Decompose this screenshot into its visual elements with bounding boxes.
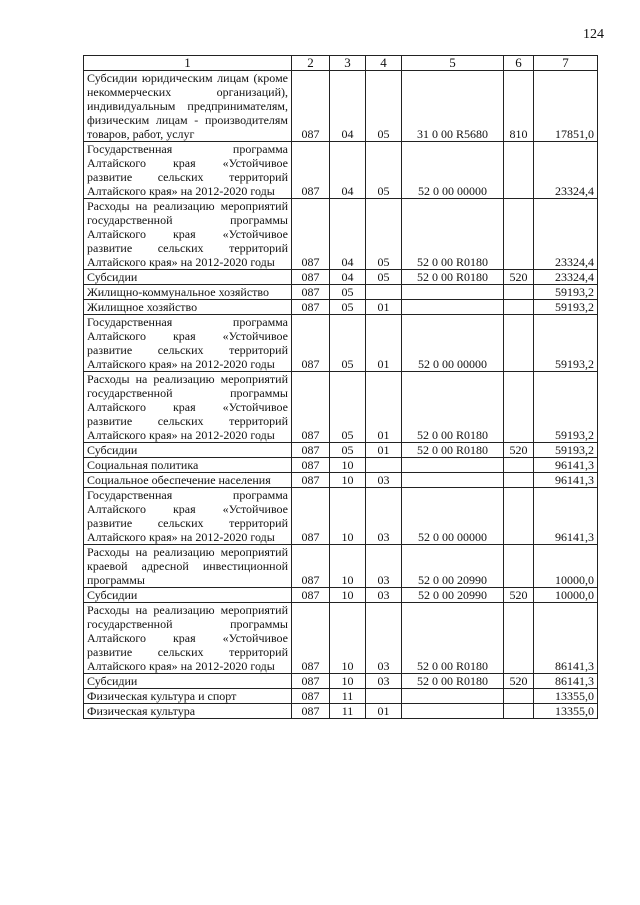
cell-target-article: 52 0 00 R0180 bbox=[402, 603, 504, 674]
cell-sum: 59193,2 bbox=[534, 285, 598, 300]
cell-target-article bbox=[402, 458, 504, 473]
budget-table bbox=[83, 55, 598, 719]
cell-expense-type bbox=[504, 199, 534, 270]
cell-target-article: 52 0 00 00000 bbox=[402, 142, 504, 199]
cell-expense-type bbox=[504, 315, 534, 372]
cell-target-article: 52 0 00 00000 bbox=[402, 488, 504, 545]
table-row bbox=[84, 488, 598, 545]
cell-section: 11 bbox=[330, 689, 366, 704]
cell-grbs: 087 bbox=[292, 545, 330, 588]
table-row bbox=[84, 270, 598, 285]
cell-grbs: 087 bbox=[292, 458, 330, 473]
cell-target-article: 52 0 00 R0180 bbox=[402, 372, 504, 443]
cell-expense-type bbox=[504, 372, 534, 443]
cell-grbs: 087 bbox=[292, 704, 330, 719]
cell-subsection: 03 bbox=[366, 603, 402, 674]
cell-subsection: 03 bbox=[366, 674, 402, 689]
cell-expense-type bbox=[504, 142, 534, 199]
cell-sum: 96141,3 bbox=[534, 458, 598, 473]
table-row bbox=[84, 71, 598, 142]
cell-section: 05 bbox=[330, 315, 366, 372]
cell-sum: 86141,3 bbox=[534, 603, 598, 674]
cell-section: 10 bbox=[330, 588, 366, 603]
cell-subsection: 01 bbox=[366, 372, 402, 443]
cell-sum: 13355,0 bbox=[534, 704, 598, 719]
cell-section: 10 bbox=[330, 545, 366, 588]
cell-name: Субсидии bbox=[84, 270, 292, 285]
cell-section: 05 bbox=[330, 300, 366, 315]
cell-sum: 59193,2 bbox=[534, 372, 598, 443]
cell-name: Расходы на реализацию мероприятий государственной программы Алтайского края «Устойчивое развитие сельских территорий Алтайского края» на 2012-2020 годы bbox=[84, 603, 292, 674]
cell-expense-type: 520 bbox=[504, 443, 534, 458]
cell-subsection: 03 bbox=[366, 473, 402, 488]
cell-grbs: 087 bbox=[292, 71, 330, 142]
cell-section: 04 bbox=[330, 71, 366, 142]
cell-sum: 59193,2 bbox=[534, 443, 598, 458]
cell-target-article: 52 0 00 R0180 bbox=[402, 674, 504, 689]
column-header: 6 bbox=[504, 56, 534, 71]
cell-section: 04 bbox=[330, 142, 366, 199]
cell-target-article bbox=[402, 285, 504, 300]
cell-expense-type bbox=[504, 473, 534, 488]
cell-grbs: 087 bbox=[292, 270, 330, 285]
table-row bbox=[84, 315, 598, 372]
cell-subsection: 05 bbox=[366, 142, 402, 199]
cell-section: 04 bbox=[330, 270, 366, 285]
cell-sum: 23324,4 bbox=[534, 199, 598, 270]
cell-section: 04 bbox=[330, 199, 366, 270]
cell-name: Жилищное хозяйство bbox=[84, 300, 292, 315]
cell-subsection bbox=[366, 458, 402, 473]
cell-section: 05 bbox=[330, 443, 366, 458]
table-row bbox=[84, 674, 598, 689]
cell-grbs: 087 bbox=[292, 689, 330, 704]
cell-name: Социальная политика bbox=[84, 458, 292, 473]
cell-target-article: 52 0 00 R0180 bbox=[402, 199, 504, 270]
cell-name: Социальное обеспечение населения bbox=[84, 473, 292, 488]
cell-name: Расходы на реализацию мероприятий государственной программы Алтайского края «Устойчивое развитие сельских территорий Алтайского края» на 2012-2020 годы bbox=[84, 372, 292, 443]
cell-name: Физическая культура и спорт bbox=[84, 689, 292, 704]
cell-subsection: 03 bbox=[366, 545, 402, 588]
cell-subsection: 01 bbox=[366, 300, 402, 315]
cell-expense-type bbox=[504, 545, 534, 588]
column-header: 3 bbox=[330, 56, 366, 71]
cell-subsection: 01 bbox=[366, 704, 402, 719]
cell-sum: 10000,0 bbox=[534, 588, 598, 603]
cell-sum: 23324,4 bbox=[534, 142, 598, 199]
cell-expense-type bbox=[504, 689, 534, 704]
cell-expense-type: 520 bbox=[504, 674, 534, 689]
cell-target-article: 52 0 00 00000 bbox=[402, 315, 504, 372]
cell-target-article bbox=[402, 689, 504, 704]
cell-section: 10 bbox=[330, 488, 366, 545]
table-row bbox=[84, 372, 598, 443]
cell-grbs: 087 bbox=[292, 443, 330, 458]
cell-subsection: 05 bbox=[366, 71, 402, 142]
cell-expense-type: 520 bbox=[504, 588, 534, 603]
table-row bbox=[84, 689, 598, 704]
cell-expense-type bbox=[504, 488, 534, 545]
cell-name: Физическая культура bbox=[84, 704, 292, 719]
cell-target-article: 52 0 00 R0180 bbox=[402, 443, 504, 458]
page-number: 124 bbox=[583, 27, 604, 42]
cell-grbs: 087 bbox=[292, 488, 330, 545]
cell-grbs: 087 bbox=[292, 473, 330, 488]
cell-subsection: 05 bbox=[366, 199, 402, 270]
cell-section: 11 bbox=[330, 704, 366, 719]
cell-name: Субсидии bbox=[84, 588, 292, 603]
cell-expense-type bbox=[504, 458, 534, 473]
cell-target-article: 52 0 00 R0180 bbox=[402, 270, 504, 285]
table-row bbox=[84, 473, 598, 488]
cell-target-article bbox=[402, 704, 504, 719]
cell-subsection: 01 bbox=[366, 315, 402, 372]
cell-subsection: 03 bbox=[366, 588, 402, 603]
column-header: 1 bbox=[84, 56, 292, 71]
cell-section: 05 bbox=[330, 285, 366, 300]
cell-sum: 96141,3 bbox=[534, 488, 598, 545]
cell-name: Субсидии юридическим лицам (кроме некоммерческих организаций), индивидуальным предпринимателям, физическим лицам - производителям товаров, работ, услуг bbox=[84, 71, 292, 142]
table-row bbox=[84, 545, 598, 588]
cell-section: 10 bbox=[330, 458, 366, 473]
cell-sum: 96141,3 bbox=[534, 473, 598, 488]
cell-section: 10 bbox=[330, 603, 366, 674]
cell-grbs: 087 bbox=[292, 674, 330, 689]
cell-name: Расходы на реализацию мероприятий краевой адресной инвестиционной программы bbox=[84, 545, 292, 588]
cell-name: Государственная программа Алтайского края «Устойчивое развитие сельских территорий Алтайского края» на 2012-2020 годы bbox=[84, 315, 292, 372]
column-header: 2 bbox=[292, 56, 330, 71]
table-row bbox=[84, 142, 598, 199]
cell-target-article bbox=[402, 300, 504, 315]
cell-sum: 59193,2 bbox=[534, 315, 598, 372]
cell-expense-type bbox=[504, 300, 534, 315]
cell-name: Жилищно-коммунальное хозяйство bbox=[84, 285, 292, 300]
column-header: 7 bbox=[534, 56, 598, 71]
cell-expense-type: 520 bbox=[504, 270, 534, 285]
cell-sum: 23324,4 bbox=[534, 270, 598, 285]
table-row bbox=[84, 603, 598, 674]
cell-grbs: 087 bbox=[292, 588, 330, 603]
cell-section: 05 bbox=[330, 372, 366, 443]
cell-expense-type bbox=[504, 704, 534, 719]
cell-name: Расходы на реализацию мероприятий государственной программы Алтайского края «Устойчивое развитие сельских территорий Алтайского края» на 2012-2020 годы bbox=[84, 199, 292, 270]
cell-target-article: 52 0 00 20990 bbox=[402, 545, 504, 588]
cell-grbs: 087 bbox=[292, 285, 330, 300]
cell-section: 10 bbox=[330, 473, 366, 488]
table-row bbox=[84, 199, 598, 270]
cell-sum: 17851,0 bbox=[534, 71, 598, 142]
table-row bbox=[84, 704, 598, 719]
cell-subsection: 01 bbox=[366, 443, 402, 458]
cell-target-article: 31 0 00 R5680 bbox=[402, 71, 504, 142]
column-header: 5 bbox=[402, 56, 504, 71]
cell-grbs: 087 bbox=[292, 315, 330, 372]
cell-subsection: 03 bbox=[366, 488, 402, 545]
cell-subsection bbox=[366, 689, 402, 704]
cell-subsection: 05 bbox=[366, 270, 402, 285]
cell-name: Государственная программа Алтайского края «Устойчивое развитие сельских территорий Алтайского края» на 2012-2020 годы bbox=[84, 488, 292, 545]
cell-name: Государственная программа Алтайского края «Устойчивое развитие сельских территорий Алтайского края» на 2012-2020 годы bbox=[84, 142, 292, 199]
header-row bbox=[84, 56, 598, 71]
cell-target-article: 52 0 00 20990 bbox=[402, 588, 504, 603]
cell-sum: 13355,0 bbox=[534, 689, 598, 704]
cell-grbs: 087 bbox=[292, 300, 330, 315]
cell-grbs: 087 bbox=[292, 372, 330, 443]
table-row bbox=[84, 458, 598, 473]
table-row bbox=[84, 443, 598, 458]
cell-grbs: 087 bbox=[292, 199, 330, 270]
column-header: 4 bbox=[366, 56, 402, 71]
cell-sum: 10000,0 bbox=[534, 545, 598, 588]
table-row bbox=[84, 300, 598, 315]
cell-expense-type bbox=[504, 285, 534, 300]
cell-grbs: 087 bbox=[292, 142, 330, 199]
cell-expense-type bbox=[504, 603, 534, 674]
cell-expense-type: 810 bbox=[504, 71, 534, 142]
cell-sum: 59193,2 bbox=[534, 300, 598, 315]
cell-name: Субсидии bbox=[84, 674, 292, 689]
cell-name: Субсидии bbox=[84, 443, 292, 458]
cell-section: 10 bbox=[330, 674, 366, 689]
table-row bbox=[84, 588, 598, 603]
table-row bbox=[84, 285, 598, 300]
cell-subsection bbox=[366, 285, 402, 300]
cell-target-article bbox=[402, 473, 504, 488]
cell-grbs: 087 bbox=[292, 603, 330, 674]
cell-sum: 86141,3 bbox=[534, 674, 598, 689]
